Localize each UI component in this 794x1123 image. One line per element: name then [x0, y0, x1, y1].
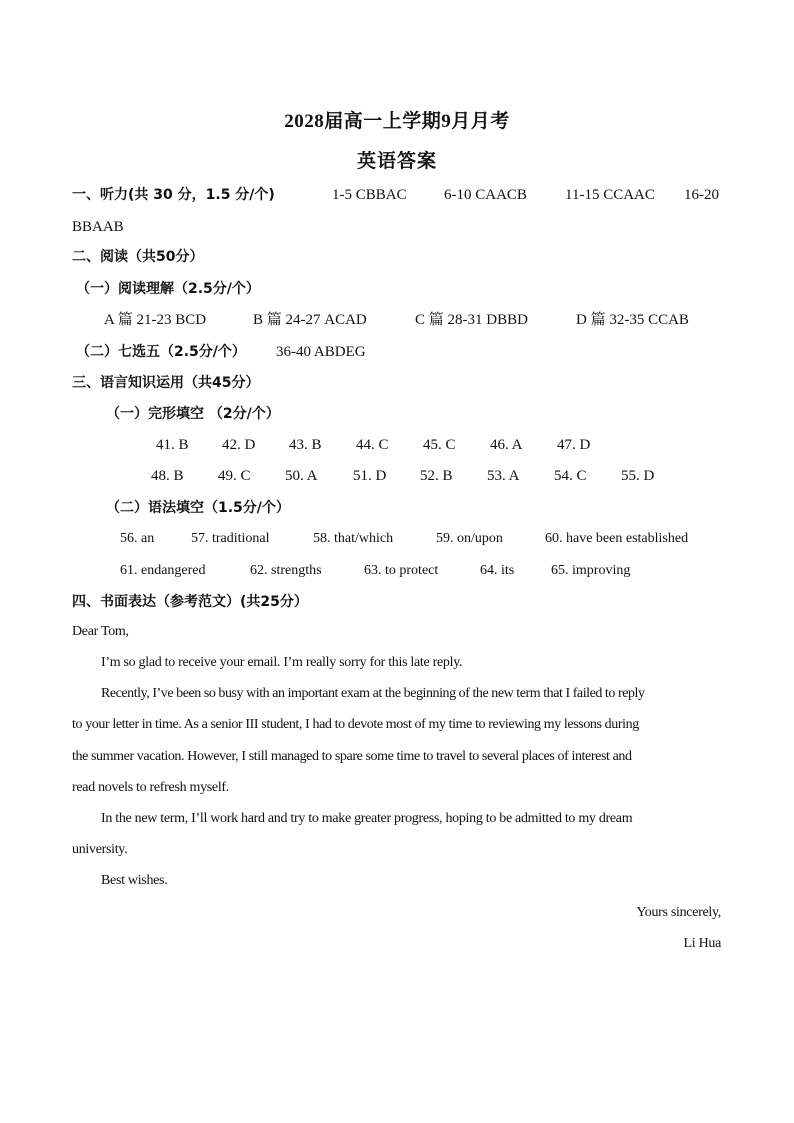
letter-line: the summer vacation. However, I still managed to spare some time to travel to several places of interest and	[72, 749, 632, 764]
passage-a-answers: A 篇 21-23 BCD	[104, 312, 207, 328]
listening-group-3: 11-15 CCAAC	[565, 187, 655, 203]
cloze-answer: 49. C	[218, 468, 251, 484]
grammar-answer: 60. have been established	[545, 531, 689, 546]
cloze-answer: 44. C	[356, 437, 389, 453]
cloze-answer: 43. B	[289, 437, 322, 453]
writing-heading: 四、书面表达（参考范文）(共25分）	[72, 594, 308, 610]
grammar-answer: 63. to protect	[364, 563, 439, 578]
listening-group-4: 16-20	[684, 187, 719, 203]
seven-choose-five-answers: 36-40 ABDEG	[276, 344, 366, 360]
page-subtitle: 英语答案	[356, 151, 437, 172]
grammar-answer: 57. traditional	[191, 531, 270, 546]
cloze-heading: （一）完形填空 （2分/个）	[106, 406, 280, 422]
cloze-answer: 48. B	[151, 468, 184, 484]
grammar-answer: 61. endangered	[120, 563, 206, 578]
letter-line: I’m so glad to receive your email. I’m really sorry for this late reply.	[101, 655, 463, 670]
passage-d-answers: D 篇 32-35 CCAB	[576, 312, 689, 328]
cloze-answer: 45. C	[423, 437, 456, 453]
listening-continued: BBAAB	[72, 219, 124, 235]
grammar-answer: 56. an	[120, 531, 155, 546]
cloze-answer: 51. D	[353, 468, 387, 484]
letter-signature: Li Hua	[683, 936, 721, 951]
reading-comprehension-heading: （一）阅读理解（2.5分/个）	[76, 281, 260, 297]
grammar-heading: （二）语法填空（1.5分/个）	[106, 500, 290, 516]
letter-line: read novels to refresh myself.	[72, 780, 229, 795]
letter-line: university.	[72, 842, 128, 857]
cloze-answer: 42. D	[222, 437, 256, 453]
listening-heading: 一、听力(共 30 分，1.5 分/个)	[72, 187, 275, 203]
cloze-answer: 55. D	[621, 468, 655, 484]
listening-group-2: 6-10 CAACB	[444, 187, 527, 203]
cloze-answer: 54. C	[554, 468, 587, 484]
letter-line: In the new term, I’ll work hard and try to make greater progress, hoping to be admitted to my dream	[101, 811, 633, 826]
listening-group-1: 1-5 CBBAC	[332, 187, 407, 203]
grammar-answer: 65. improving	[551, 563, 631, 578]
seven-choose-five-heading: （二）七选五（2.5分/个）	[76, 344, 246, 360]
cloze-answer: 52. B	[420, 468, 453, 484]
letter-line: Best wishes.	[101, 873, 168, 888]
grammar-answer: 62. strengths	[250, 563, 322, 578]
letter-salutation: Dear Tom,	[72, 624, 129, 639]
letter-line: to your letter in time. As a senior III student, I had to devote most of my time to reviewing my lessons during	[72, 717, 639, 732]
passage-c-answers: C 篇 28-31 DBBD	[415, 312, 528, 328]
page-title: 2028届高一上学期9月月考	[284, 111, 510, 132]
passage-b-answers: B 篇 24-27 ACAD	[253, 312, 367, 328]
cloze-answer: 50. A	[285, 468, 318, 484]
cloze-answer: 53. A	[487, 468, 520, 484]
cloze-answer: 47. D	[557, 437, 591, 453]
language-heading: 三、语言知识运用（共45分）	[72, 375, 260, 391]
grammar-answer: 59. on/upon	[436, 531, 503, 546]
listening-line	[72, 185, 275, 205]
cloze-answer: 41. B	[156, 437, 189, 453]
grammar-answer: 58. that/which	[313, 531, 394, 546]
letter-closing: Yours sincerely,	[636, 905, 721, 920]
letter-line: Recently, I’ve been so busy with an important exam at the beginning of the new term that I failed to reply	[101, 686, 645, 701]
reading-heading: 二、阅读（共50分）	[72, 249, 204, 265]
cloze-answer: 46. A	[490, 437, 523, 453]
grammar-answer: 64. its	[480, 563, 515, 578]
